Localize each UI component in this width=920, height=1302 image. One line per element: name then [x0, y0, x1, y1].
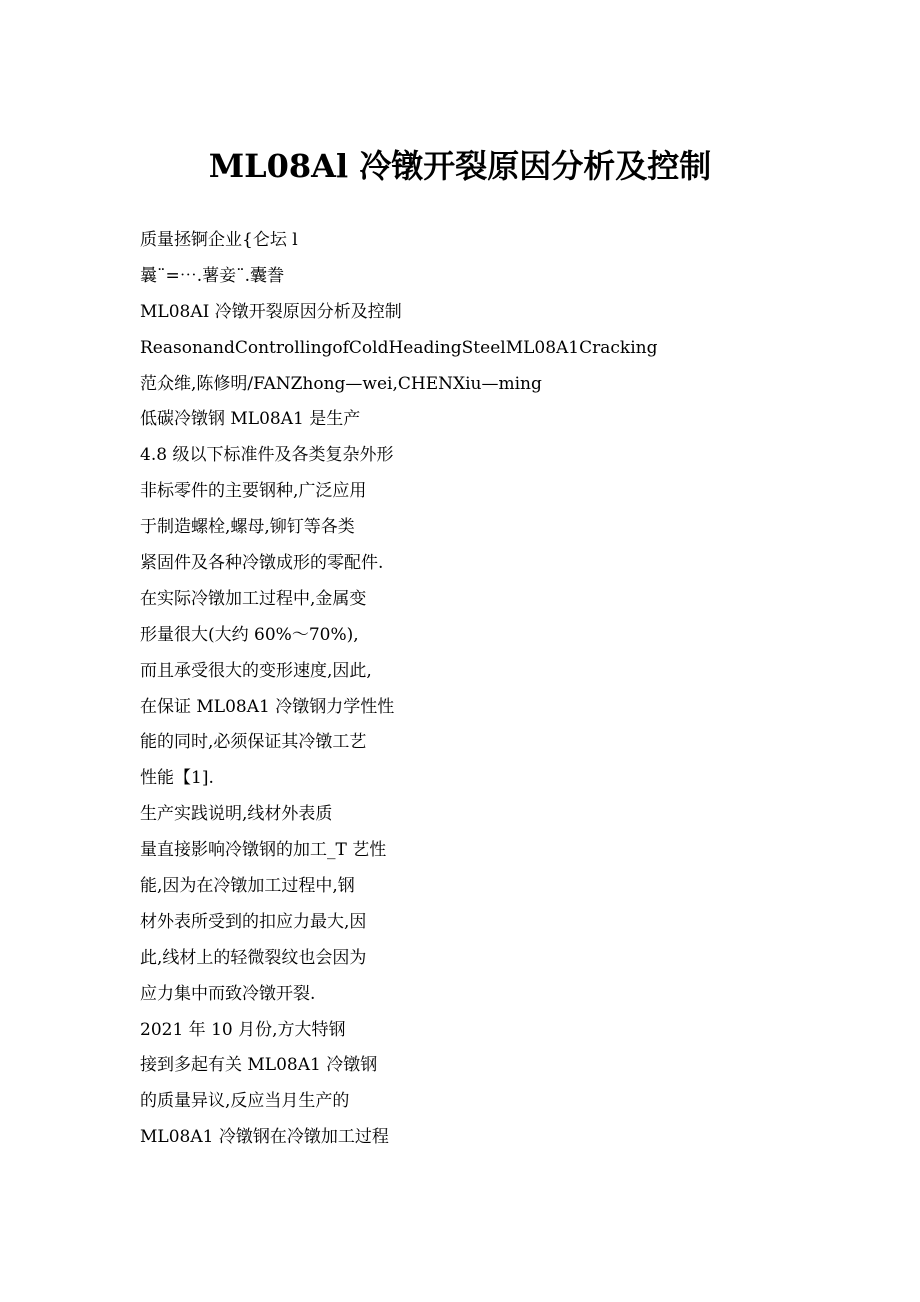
text-line: 4.8 级以下标准件及各类复杂外形	[140, 445, 394, 466]
text-line: ReasonandControllingofColdHeadingSteelML08A1Cracking	[140, 337, 658, 358]
text-line: 材外表所受到的扣应力最大,因	[140, 911, 367, 932]
text-line: 在实际冷镦加工过程中,金属变	[140, 588, 367, 609]
text-line: 形量很大(大约 60%～70%),	[140, 624, 359, 645]
text-line: 质量拯锕企业{仑坛 l	[140, 230, 298, 250]
text-line: 能,因为在冷镦加工过程中,钢	[140, 876, 355, 897]
text-line: 在保证 ML08A1 冷镦钢力学性性	[140, 696, 395, 717]
text-line: 的质量异议,反应当月生产的	[140, 1091, 350, 1112]
text-line: 紧固件及各种冷镦成形的零配件.	[140, 553, 384, 574]
document-title: ML08Al 冷镦开裂原因分析及控制	[208, 147, 712, 185]
text-line: 此,线材上的轻微裂纹也会因为	[140, 947, 367, 968]
text-line: 应力集中而致冷镦开裂.	[140, 983, 316, 1004]
text-line: 生产实践说明,线材外表质	[140, 804, 333, 825]
text-line: 范众维,陈修明/FANZhong—wei,CHENXiu—ming	[140, 373, 542, 394]
text-line: 性能【1].	[140, 768, 214, 789]
text-line: 而且承受很大的变形速度,因此,	[140, 660, 372, 681]
text-line: 能的同时,必须保证其冷镦工艺	[140, 732, 367, 753]
document-body	[140, 228, 840, 1161]
text-line: 接到多起有关 ML08A1 冷镦钢	[140, 1055, 378, 1076]
text-line: 量直接影响冷镦钢的加工_T 艺性	[140, 840, 387, 861]
text-line: 2021 年 10 月份,方大特钢	[140, 1019, 346, 1040]
text-line: 曩¨=⋯.薯妾¨.囊誊	[140, 265, 285, 286]
text-line: 于制造螺栓,螺母,铆钉等各类	[140, 517, 355, 538]
text-line: ML08A1 冷镦钢在冷镦加工过程	[140, 1127, 389, 1148]
text-line: ML08AI 冷镦开裂原因分析及控制	[140, 301, 402, 322]
text-line: 低碳冷镦钢 ML08A1 是生产	[140, 409, 361, 430]
text-line: 非标零件的主要钢种,广泛应用	[140, 481, 367, 502]
